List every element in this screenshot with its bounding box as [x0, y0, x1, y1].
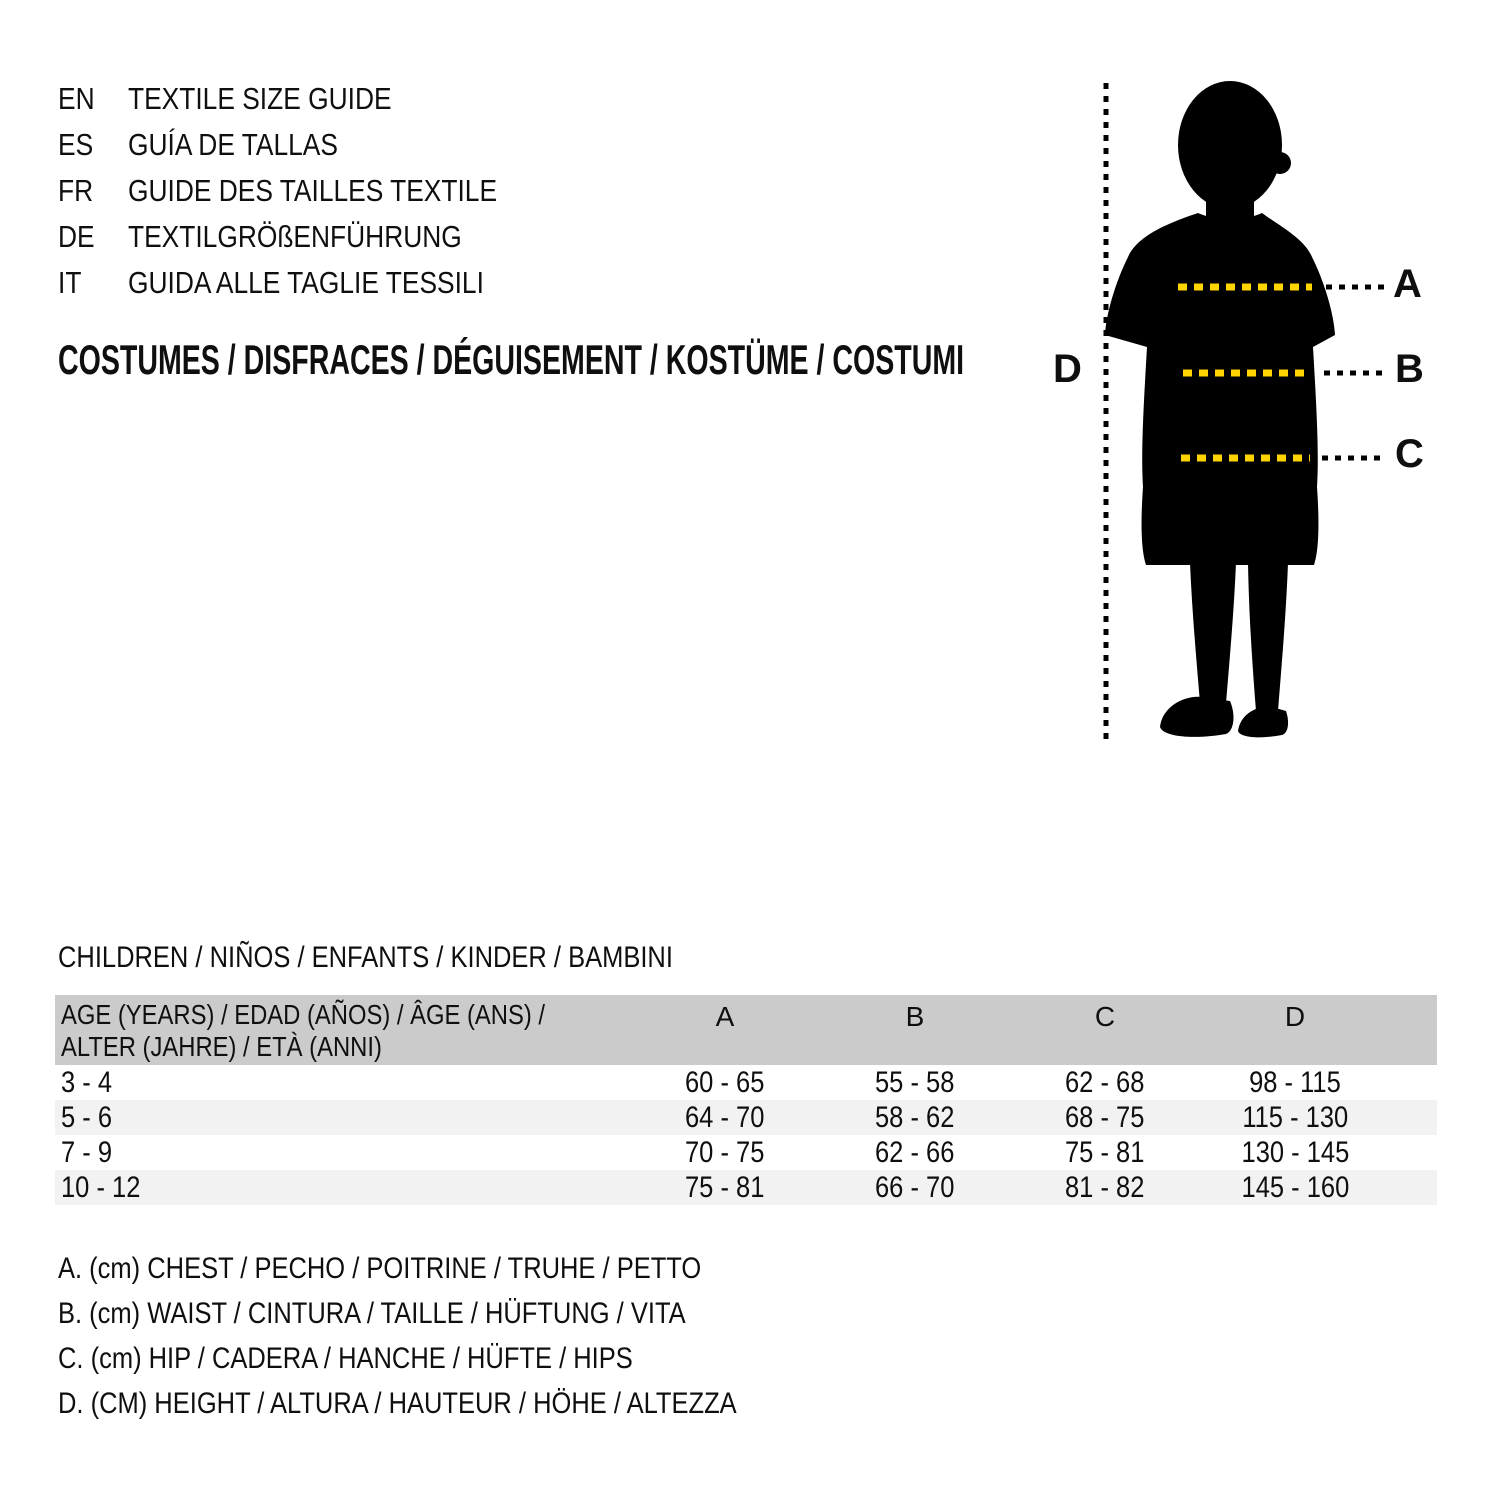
- size-table: [55, 995, 1437, 1205]
- table-header-row: [55, 995, 1437, 1065]
- waist-value: 62 - 66: [875, 1135, 955, 1169]
- legend-height: D. (CM) HEIGHT / ALTURA / HAUTEUR / HÖHE / ALTEZZA: [58, 1386, 737, 1420]
- height-value: 130 - 145: [1241, 1135, 1349, 1169]
- legend-waist: B. (cm) WAIST / CINTURA / TAILLE / HÜFTUNG / VITA: [58, 1296, 686, 1330]
- chest-label: A: [1393, 262, 1422, 306]
- table-row: [55, 1065, 1437, 1100]
- language-title: GUIDA ALLE TAGLIE TESSILI: [128, 265, 484, 300]
- language-code: FR: [58, 173, 94, 208]
- waist-value: 66 - 70: [875, 1170, 955, 1204]
- language-title-list: [58, 76, 562, 306]
- chest-value: 70 - 75: [685, 1135, 765, 1169]
- measurement-figure: [1050, 75, 1480, 750]
- legend-hip: C. (cm) HIP / CADERA / HANCHE / HÜFTE / HIPS: [58, 1341, 633, 1375]
- language-row-de: [58, 214, 562, 260]
- child-silhouette: [1105, 81, 1335, 737]
- language-row-es: [58, 122, 562, 168]
- age-cell: 5 - 6: [61, 1100, 113, 1134]
- language-code: ES: [58, 127, 94, 162]
- hip-value: 62 - 68: [1065, 1065, 1145, 1099]
- measurement-legend: [58, 1246, 856, 1426]
- language-row-en: [58, 76, 562, 122]
- age-cell: 7 - 9: [61, 1135, 113, 1169]
- column-header-d: D: [1284, 1001, 1306, 1032]
- hip-value: 68 - 75: [1065, 1100, 1145, 1134]
- waist-label: B: [1395, 347, 1424, 391]
- language-code: IT: [58, 265, 82, 300]
- height-value: 98 - 115: [1249, 1065, 1341, 1099]
- language-title: TEXTILGRÖßENFÜHRUNG: [128, 219, 462, 254]
- column-header-c: C: [1094, 1001, 1116, 1032]
- legend-chest: A. (cm) CHEST / PECHO / POITRINE / TRUHE / PETTO: [58, 1251, 702, 1285]
- height-value: 145 - 160: [1241, 1170, 1349, 1204]
- chest-value: 75 - 81: [685, 1170, 765, 1204]
- table-row: [55, 1100, 1437, 1135]
- children-section-title: CHILDREN / NIÑOS / ENFANTS / KINDER / BAMBINI: [58, 941, 673, 974]
- table-row: [55, 1170, 1437, 1205]
- column-header-b: B: [905, 1001, 925, 1032]
- chest-value: 64 - 70: [685, 1100, 765, 1134]
- height-label: D: [1053, 347, 1082, 391]
- language-code: EN: [58, 81, 95, 116]
- table-row: [55, 1135, 1437, 1170]
- height-value: 115 - 130: [1242, 1100, 1348, 1134]
- child-silhouette-icon: [1050, 75, 1480, 750]
- language-row-fr: [58, 168, 562, 214]
- age-cell: 3 - 4: [61, 1065, 113, 1099]
- column-header-a: A: [715, 1001, 735, 1032]
- hip-value: 75 - 81: [1065, 1135, 1145, 1169]
- language-code: DE: [58, 219, 95, 254]
- language-title: GUÍA DE TALLAS: [128, 127, 338, 162]
- language-row-it: [58, 260, 562, 306]
- chest-value: 60 - 65: [685, 1065, 765, 1099]
- age-column-header: AGE (YEARS) / EDAD (AÑOS) / ÂGE (ANS) / ALTER (JAHRE) / ETÀ (ANNI): [61, 999, 546, 1062]
- language-title: TEXTILE SIZE GUIDE: [128, 81, 392, 116]
- language-title: GUIDE DES TAILLES TEXTILE: [128, 173, 498, 208]
- category-title: COSTUMES / DISFRACES / DÉGUISEMENT / KOSTÜME / COSTUMI: [58, 336, 965, 383]
- hip-label: C: [1395, 432, 1424, 476]
- waist-value: 55 - 58: [875, 1065, 955, 1099]
- hip-value: 81 - 82: [1065, 1170, 1145, 1204]
- age-cell: 10 - 12: [61, 1170, 141, 1204]
- waist-value: 58 - 62: [875, 1100, 955, 1134]
